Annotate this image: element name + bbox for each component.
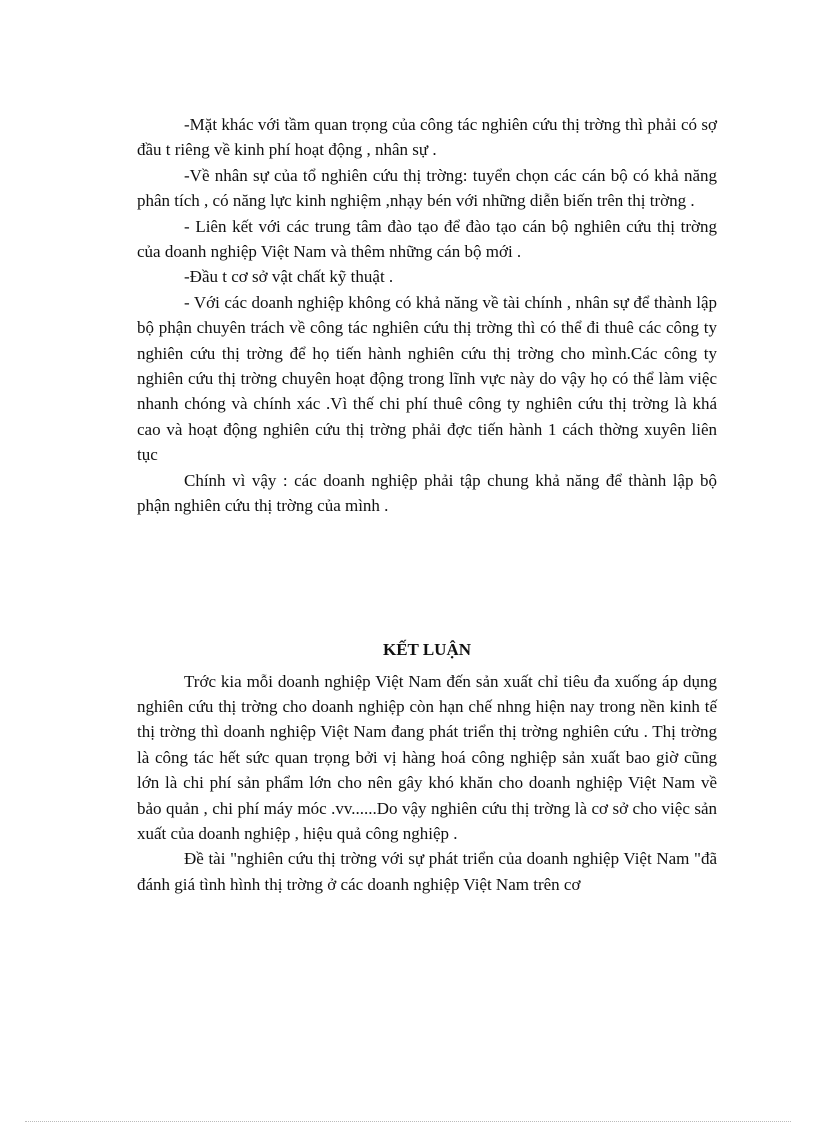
paragraph: - Liên kết với các trung tâm đào tạo để đào tạo cán bộ nghiên cứu thị trờng của doanh nghiệp Việt Nam và thêm những cán bộ mới .	[137, 216, 717, 262]
document-page	[137, 112, 717, 897]
paragraph: -Mặt khác với tầm quan trọng của công tác nghiên cứu thị trờng thì phải có sợ đầu t riêng về kinh phí hoạt động , nhân sự .	[137, 115, 717, 160]
paragraph: Đề tài "nghiên cứu thị trờng với sự phát triển của doanh nghiệp Việt Nam "đã đánh giá tình hình thị trờng ở các doanh nghiệp Việt Nam trên cơ	[137, 849, 717, 894]
spacer	[137, 519, 717, 637]
paragraph: Chính vì vậy : các doanh nghiệp phải tập chung khả năng để thành lập bộ phận nghiên cứu thị trờng của mình .	[137, 470, 717, 516]
paragraph: Trớc kia mỗi doanh nghiệp Việt Nam đến sản xuất chỉ tiêu đa xuống áp dụng nghiên cứu thị trờng cho doanh nghiệp còn hạn chế nhng hiện nay trong nền kinh tế thị trờng thì doanh nghiệp Việt Nam đang phát triển thị trờng nghiên cứu . Thị trờng là công tác hết sức quan trọng bởi vị hàng hoá công nghiệp sản xuất bao giờ cũng lớn là chi phí sản phẩm lớn cho nên gây khó khăn cho doanh nghiệp Việt Nam về bảo quản , chi phí máy móc .vv......Do vậy nghiên cứu thị trờng là cơ sở cho việc sản xuất của doanh nghiệp , hiệu quả công nghiệp .	[137, 671, 717, 843]
paragraph: -Đầu t cơ sở vật chất kỹ thuật .	[184, 267, 394, 287]
paragraph: - Với các doanh nghiệp không có khả năng về tài chính , nhân sự để thành lập bộ phận chuyên trách về công tác nghiên cứu thị trờng thì có thể đi thuê các công ty nghiên cứu thị trờng để họ tiến hành nghiên cứu thị trờng cho mình.Các công ty nghiên cứu thị trờng chuyên hoạt động trong lĩnh vực này do vậy họ có thể làm việc nhanh chóng và chính xác .Vì thế chi phí thuê công ty nghiên cứu thị trờng là khá cao và hoạt động nghiên cứu thị trờng phải đợc tiến hành 1 cách thờng xuyên liên tục	[137, 292, 717, 465]
section-title: KẾT LUẬN	[382, 639, 471, 659]
paragraph: -Về nhân sự của tổ nghiên cứu thị trờng: tuyển chọn các cán bộ có khả năng phân tích , có năng lực kinh nghiệm ,nhạy bén với những diễn biến trên thị trờng .	[137, 165, 717, 211]
page-bottom-divider	[25, 1121, 791, 1122]
